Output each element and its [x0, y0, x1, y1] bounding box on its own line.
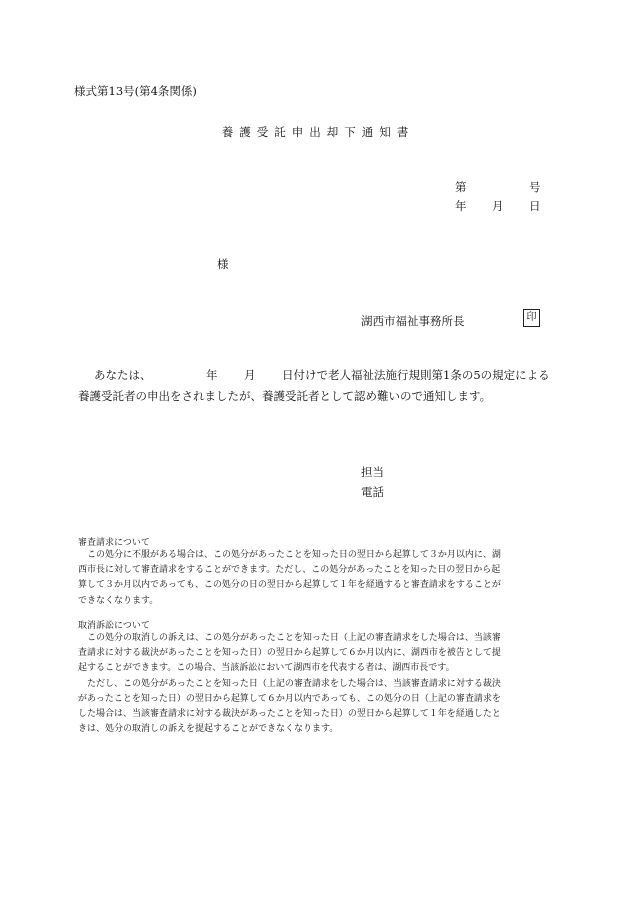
litigation-section-title: 取消訴訟について — [78, 621, 150, 631]
litigation-line: 起することができます。この場合、当該訴訟において湖西市を代表する者は、湖西市長です。 — [78, 663, 455, 674]
date-month: 月 — [492, 199, 504, 213]
litigation-line: この処分の取消しの訴えは、この処分があったことを知った日（上記の審査請求をした場合は、当該審 — [78, 633, 501, 643]
body-line1-start: あなたは、 — [94, 368, 152, 382]
review-section-text — [78, 548, 501, 609]
review-line: この処分に不服がある場合は、この処分があったことを知った日の翌日から起算して３か月以内に、湖 — [78, 550, 501, 560]
contact-person-label: 担当 — [361, 465, 384, 479]
contact-phone-label: 電話 — [361, 485, 384, 499]
document-title: 養護受託申出却下通知書 — [221, 125, 415, 139]
addressee-suffix: 様 — [217, 257, 229, 271]
review-line: 西市長に対して審査請求をすることができます。ただし、この処分があったことを知った日の翌日から起 — [78, 565, 501, 576]
date-year: 年 — [455, 199, 467, 213]
form-number: 様式第13号(第4条関係) — [74, 84, 197, 98]
review-line: 算して３か月以内であっても、この処分の日の翌日から起算して１年を経過すると審査請求をすることが — [78, 580, 501, 591]
litigation-line: した場合は、当該審査請求に対する裁決があったことを知った日）の翌日から起算して１年を経過したと — [78, 709, 501, 720]
number-prefix: 第 — [455, 180, 467, 194]
body-line-1 — [94, 367, 554, 383]
body-line1-month: 月 — [244, 368, 256, 382]
litigation-line: きは、処分の取消しの訴えを提起することができなくなります。 — [78, 724, 339, 735]
body-line1-year: 年 — [206, 368, 218, 382]
seal-mark: 印 — [523, 309, 540, 327]
body-line1-rest: 日付けで老人福祉法施行規則第1条の5の規定による — [282, 368, 550, 382]
litigation-line: 査請求に対する裁決があったことを知った日）の翌日から起算して６か月以内に、湖西市を被告として提 — [78, 648, 501, 659]
number-suffix: 号 — [529, 180, 541, 194]
review-line: できなくなります。 — [78, 595, 159, 606]
body-line-2: 養護受託者の申出をされましたが、養護受託者として認め難いので通知します。 — [78, 389, 492, 403]
litigation-line: があったことを知った日）の翌日から起算して６か月以内であっても、この処分の日（上記の審査請求を — [78, 693, 501, 704]
review-section-title: 審査請求について — [78, 538, 150, 548]
document-number — [455, 179, 541, 195]
litigation-section-text — [78, 631, 501, 737]
issuer-name: 湖西市福祉事務所長 — [361, 314, 465, 328]
date-day: 日 — [529, 199, 541, 213]
litigation-line: ただし、この処分があったことを知った日（上記の審査請求をした場合は、当該審査請求に対する裁決 — [78, 678, 501, 689]
